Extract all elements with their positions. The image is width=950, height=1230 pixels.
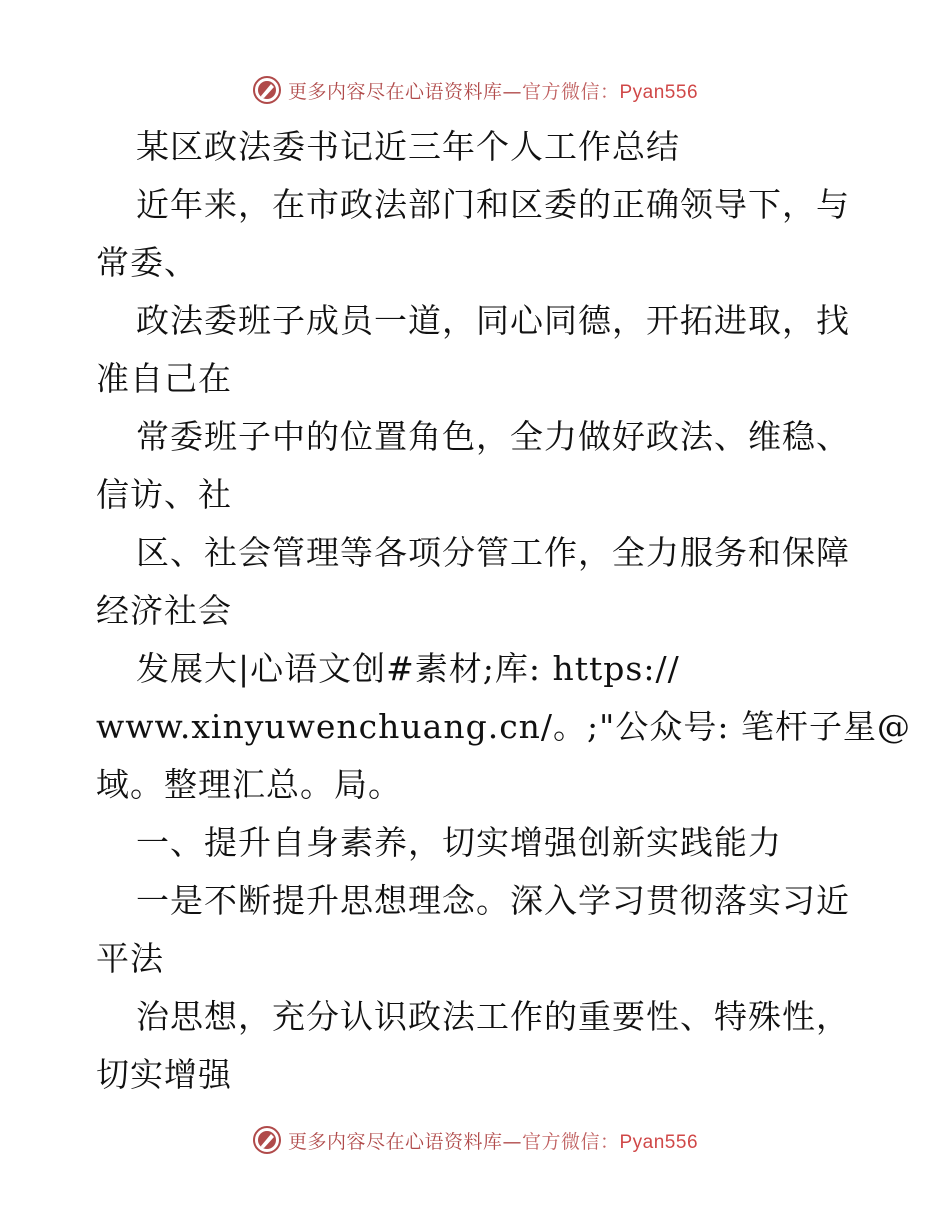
paragraph-line: 政法委班子成员一道，同心同德，开拓进取，找 [136,301,850,340]
paragraph-line: 切实增强 [96,1055,232,1094]
section-heading: 一、提升自身素养，切实增强创新实践能力 [136,823,782,862]
watermark-brand: 更多内容尽在心语资料库 [287,1130,503,1153]
noise-line: 发展大|心语文创#素材;库: https:// [136,649,680,688]
noise-line: www.xinyuwenchuang.cn/。;"公众号: 笔杆子星@ [96,707,911,746]
watermark-banner-top [0,70,950,110]
watermark-text [288,1127,698,1154]
watermark-banner-bottom [0,1120,950,1160]
watermark-account: Pyan556 [619,1131,699,1153]
pen-logo-icon [252,75,282,105]
paragraph-line: 经济社会 [96,591,232,630]
paragraph-line: 准自己在 [96,359,232,398]
pen-logo-icon [252,1125,282,1155]
paragraph-line: 近年来，在市政法部门和区委的正确领导下，与 [136,185,850,224]
paragraph-line: 区、社会管理等各项分管工作，全力服务和保障 [136,533,850,572]
document-body [96,118,911,1104]
noise-line: 域。整理汇总。局。 [96,765,402,804]
watermark-text [288,77,698,104]
paragraph-line: 常委班子中的位置角色，全力做好政法、维稳、 [136,417,850,456]
paragraph-line: 常委、 [96,243,198,282]
paragraph-line: 治思想，充分认识政法工作的重要性、特殊性， [136,997,850,1036]
document-title: 某区政法委书记近三年个人工作总结 [136,127,680,166]
watermark-brand: 更多内容尽在心语资料库 [287,80,503,103]
watermark-account: Pyan556 [619,81,699,103]
paragraph-line: 一是不断提升思想理念。深入学习贯彻落实习近 [136,881,850,920]
paragraph-line: 信访、社 [96,475,232,514]
watermark-separator: — [502,1130,522,1153]
watermark-wechat-label: 官方微信： [521,1130,620,1153]
paragraph-line: 平法 [96,939,164,978]
watermark-wechat-label: 官方微信： [521,80,620,103]
watermark-separator: — [502,80,522,103]
